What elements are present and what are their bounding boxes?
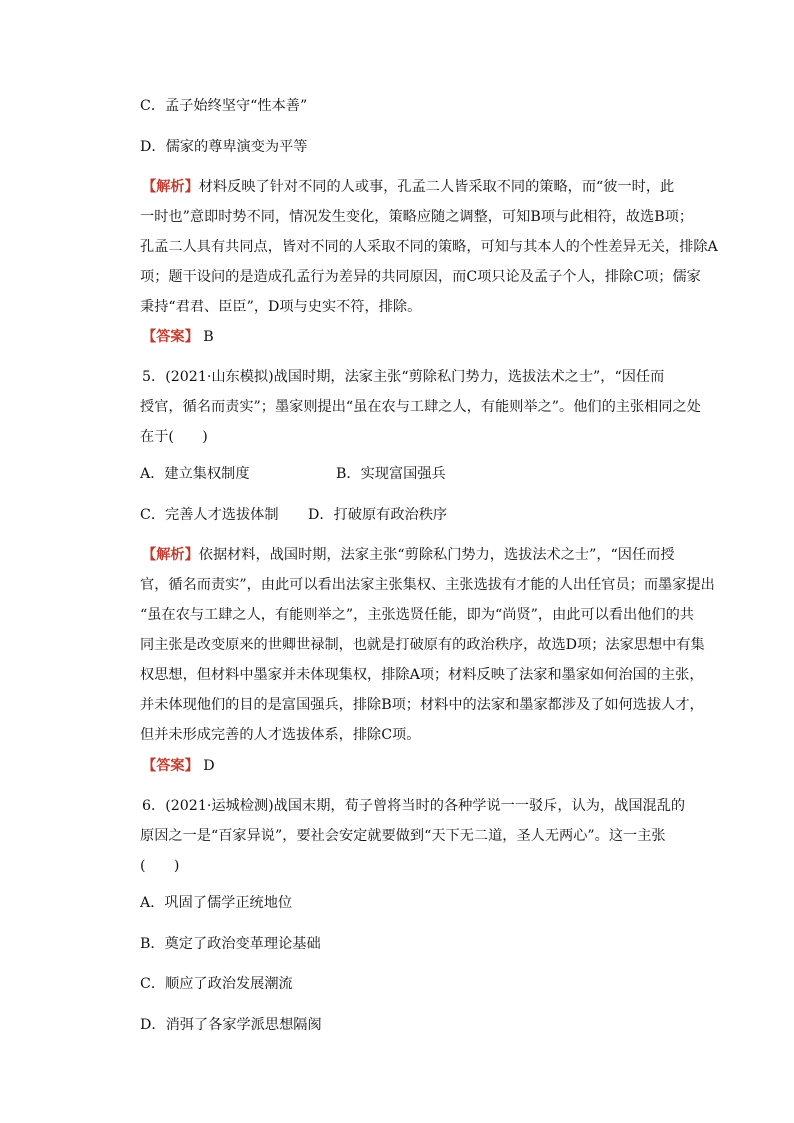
q5-analysis-text-1: 依据材料，战国时期，法家主张“剪除私门势力，选拔法术之士”，“因任而授 — [198, 547, 675, 563]
q5-analysis-line-2: 官，循名而责实”，由此可以看出法家主张集权、主张选拔有才能的人出任官员；而墨家提出 — [140, 577, 715, 593]
q6-option-c: C．顺应了政治发展潮流 — [140, 976, 293, 992]
q4-option-d: D．儒家的尊卑演变为平等 — [140, 139, 308, 155]
q4-analysis-line-3: 孔孟二人具有共同点，皆对不同的人采取不同的策略，可知与其本人的个性差异无关，排除A — [140, 239, 718, 255]
q4-analysis-line-4: 项；题干设问的是造成孔孟行为差异的共同原因，而C项只论及孟子个人，排除C项；儒家 — [140, 269, 701, 285]
q5-analysis-line-1 — [0, 545, 794, 565]
q5-answer-tag: 【答案】 — [142, 758, 199, 774]
q5-options-row-2 — [0, 505, 794, 525]
q5-option-b: B．实现富国强兵 — [336, 466, 446, 482]
q4-answer-value: B — [203, 329, 214, 345]
q6-stem-line-3: ( ) — [140, 858, 180, 874]
q5-option-a: A．建立集权制度 — [140, 466, 250, 482]
q5-analysis-tag: 【解析】 — [142, 547, 199, 563]
q6-option-d: D．消弭了各家学派思想隔阂 — [140, 1017, 322, 1033]
q5-analysis-line-4: 同主张是改变原来的世卿世禄制，也就是打破原有的政治秩序，故选D项；法家思想中有集 — [140, 637, 705, 653]
q5-stem-line-3: 在于( ) — [140, 429, 208, 445]
q6-option-a: A．巩固了儒学正统地位 — [140, 895, 293, 911]
q6-stem-line-2: 原因之一是“百家异说”，要社会安定就要做到“天下无二道，圣人无两心”。这一主张 — [140, 828, 666, 844]
q5-stem-line-2: 授官，循名而责实”；墨家则提出“虽在农与工肆之人，有能则举之”。他们的主张相同之处 — [140, 399, 701, 415]
q4-analysis-line-5: 秉持“君君、臣臣”，D项与史实不符，排除。 — [140, 299, 422, 315]
q4-option-c: C．孟子始终坚守“性本善” — [140, 98, 308, 114]
q5-answer-line — [0, 756, 794, 776]
q5-analysis-line-5: 权思想，但材料中墨家并未体现集权，排除A项；材料反映了法家和墨家如何治国的主张， — [140, 667, 704, 683]
q4-analysis-tag: 【解析】 — [142, 179, 199, 195]
q5-analysis-line-7: 但并未形成完善的人才选拔体系，排除C项。 — [140, 727, 421, 743]
q5-answer-value: D — [203, 758, 215, 774]
q6-stem-line-1: 6．(2021·运城检测)战国末期，荀子曾将当时的各种学说一一驳斥，认为，战国混乱的 — [142, 798, 686, 814]
q5-analysis-line-6: 并未体现他们的目的是富国强兵，排除B项；材料中的法家和墨家都涉及了如何选拔人才， — [140, 697, 704, 713]
q5-options-row-1 — [0, 464, 794, 484]
q5-option-c: C．完善人才选拔体制 — [140, 507, 279, 523]
q5-option-d: D．打破原有政治秩序 — [308, 507, 448, 523]
q5-analysis-line-3: “虽在农与工肆之人，有能则举之”，主张选贤任能，即为“尚贤”，由此可以看出他们的共 — [140, 607, 694, 623]
q6-option-b: B．奠定了政治变革理论基础 — [140, 936, 321, 952]
q5-stem-line-1: 5．(2021·山东模拟)战国时期，法家主张“剪除私门势力，选拔法术之士”，“因任而 — [142, 369, 665, 385]
q4-answer-line — [0, 327, 794, 347]
q4-answer-tag: 【答案】 — [142, 329, 199, 345]
q4-analysis-line-2: 一时也”意即时势不同，情况发生变化，策略应随之调整，可知B项与此相符，故选B项； — [140, 209, 694, 225]
q4-analysis-line-1 — [0, 177, 794, 197]
q4-analysis-text-1: 材料反映了针对不同的人或事，孔孟二人皆采取不同的策略，而“彼一时，此 — [198, 179, 675, 195]
